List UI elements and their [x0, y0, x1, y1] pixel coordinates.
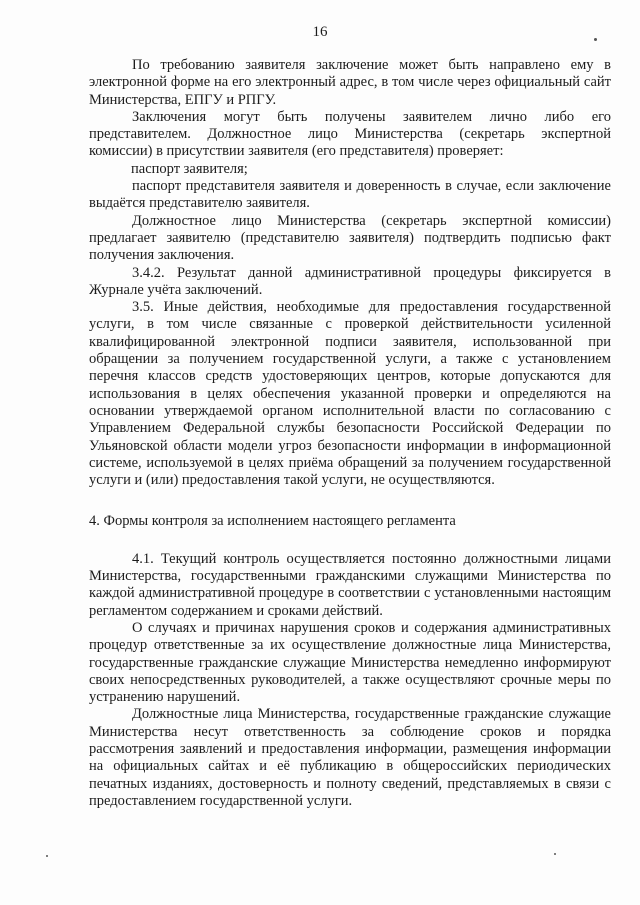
scan-speck — [46, 855, 48, 857]
paragraph-4-1: 4.1. Текущий контроль осуществляется постоянно должностными лицами Министерства, государственными гражданскими служащими Министерства по каждой административной процедуре в соответствии с установленными настоящим регламентом содержанием и сроками действий. — [89, 550, 611, 619]
paragraph-3-5: 3.5. Иные действия, необходимые для предоставления государственной услуги, в том числе связанные с проверкой действительности усиленной квалифицированной электронной подписи заявителя, использованной при обращении за получением государственной услуги, а также с установлением перечня классов средств удостоверяющих центров, которые допускаются для использования в целях обеспечения указанной проверки и определяются на основании утверждаемой органом исполнительной власти по согласованию с Управлением Федеральной службы безопасности Российской Федерации по Ульяновской области модели угроз безопасности информации в информационной системе, используемой в целях приёма обращений за получением государственной услуги и (или) предоставления такой услуги, не осуществляются. — [89, 299, 611, 489]
paragraph-responsibility: Должностные лица Министерства, государственные гражданские служащие Министерства несут ответственность за соблюдение сроков и порядка рассмотрения заявлений и предоставления информации, размещения информации на официальных сайтах и её публикацию в общероссийских периодических печатных изданиях, достоверность и полноту сведений, представляемых в связи с предоставлением государственной услуги. — [89, 706, 611, 809]
paragraph-3-4-2: 3.4.2. Результат данной административной процедуры фиксируется в Журнале учёта заключений. — [89, 264, 611, 298]
paragraph-receiving-conclusions: Заключения могут быть получены заявителем лично либо его представителем. Должностное лицо Министерства (секретарь экспертной комиссии) в присутствии заявителя (его представителя) проверяет: — [89, 108, 611, 160]
scan-speck — [554, 853, 556, 855]
paragraph-violations: О случаях и причинах нарушения сроков и содержания административных процедур ответственные за их осуществление должностные лица Министерства, государственные гражданские служащие Министерства немедленно информируют своих непосредственных руководителей, а также осуществляют срочные меры по устранению нарушений. — [89, 619, 611, 706]
list-item-representative-passport: паспорт представителя заявителя и доверенность в случае, если заключение выдаётся представителю заявителя. — [89, 178, 611, 212]
paragraph-electronic-delivery: По требованию заявителя заключение может быть направлено ему в электронной форме на его электронный адрес, в том числе через официальный сайт Министерства, ЕПГУ и РПГУ. — [89, 57, 611, 108]
page-body — [89, 57, 611, 810]
list-item-applicant-passport: паспорт заявителя; — [131, 160, 248, 177]
paragraph-signature-confirmation: Должностное лицо Министерства (секретарь экспертной комиссии) предлагает заявителю (представителю заявителя) подтвердить подписью факт получения заключения. — [89, 212, 611, 264]
section-heading: 4. Формы контроля за исполнением настоящего регламента — [89, 513, 456, 530]
scan-speck — [594, 38, 597, 41]
page-number: 16 — [312, 24, 328, 40]
